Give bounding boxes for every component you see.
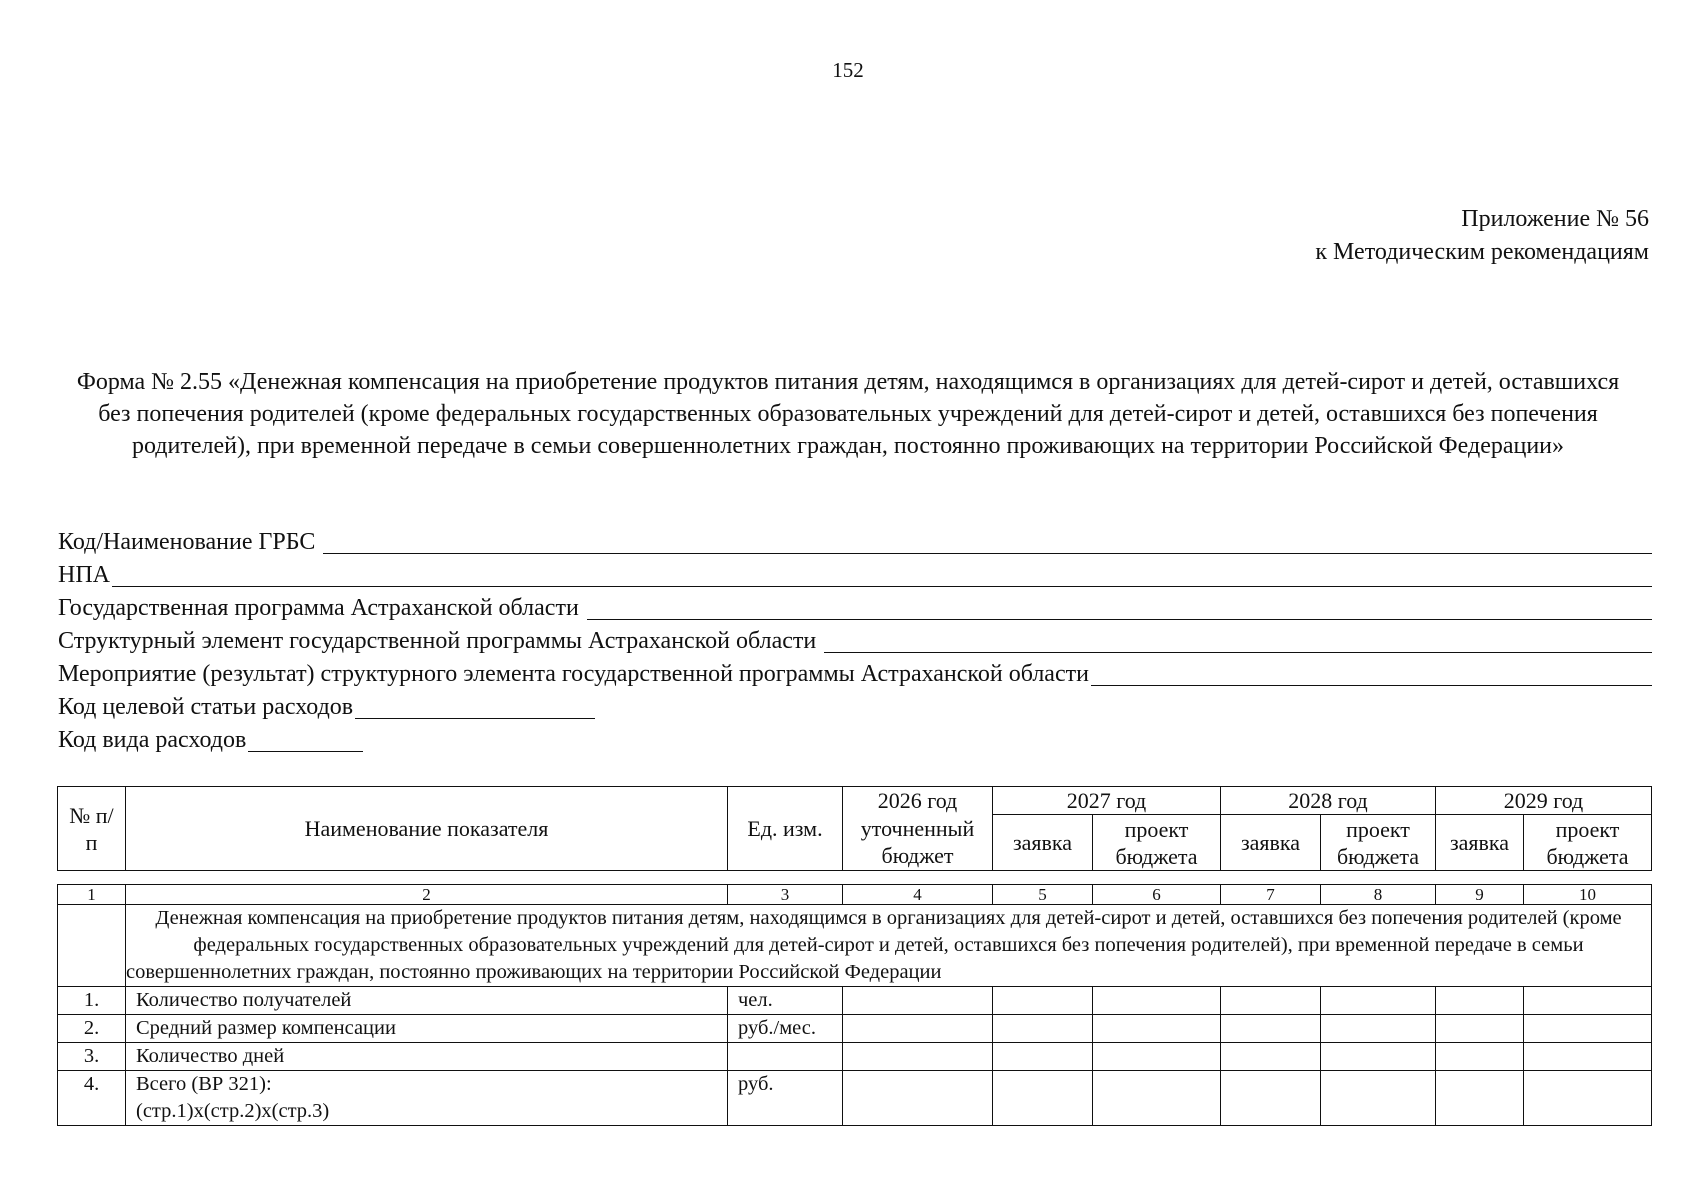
data-cell[interactable]	[993, 1043, 1093, 1071]
data-cell[interactable]	[1321, 1043, 1436, 1071]
row-name: Средний размер компенсации	[126, 1015, 728, 1043]
data-cell[interactable]	[1093, 1071, 1221, 1126]
header-name: Наименование показателя	[126, 787, 728, 871]
row-num: 1.	[58, 987, 126, 1015]
table-header	[57, 786, 1652, 871]
data-cell[interactable]	[1436, 1043, 1524, 1071]
header-2026-refined-budget: уточненный бюджет	[843, 815, 993, 871]
field-npa	[58, 559, 1652, 592]
data-cell[interactable]	[1436, 1071, 1524, 1126]
header-2027-request: заявка	[993, 815, 1093, 871]
header-year-2026: 2026 год	[843, 787, 993, 815]
field-grbs	[58, 526, 1652, 559]
field-event	[58, 658, 1652, 691]
row-name	[126, 1071, 728, 1126]
data-cell[interactable]	[1093, 987, 1221, 1015]
field-target-article-label: Код целевой статьи расходов	[58, 694, 354, 720]
data-cell[interactable]	[843, 1015, 993, 1043]
header-2028-draft-budget: проект бюджета	[1321, 815, 1436, 871]
header-2027-draft-budget: проект бюджета	[1093, 815, 1221, 871]
form-title: Форма № 2.55 «Денежная компенсация на приобретение продуктов питания детям, находящимся в организациях для детей-сирот и детей, оставшихся без попечения родителей (кроме федеральных государственных образовательных учреждений для детей-сирот и детей, оставшихся без попечения родителей), при временной передаче в семьи совершеннолетних граждан, постоянно проживающих на территории Российской Федерации»	[76, 369, 1620, 459]
header-2029-draft-budget: проект бюджета	[1524, 815, 1652, 871]
data-cell[interactable]	[1221, 1043, 1321, 1071]
section-num-cell	[58, 905, 126, 987]
row-name: Количество дней	[126, 1043, 728, 1071]
row-num: 3.	[58, 1043, 126, 1071]
data-cell[interactable]	[1524, 1071, 1652, 1126]
column-number: 8	[1321, 885, 1436, 905]
column-number: 9	[1436, 885, 1524, 905]
row-name-line1: Всего (ВР 321):	[136, 1073, 272, 1095]
header-year-2029: 2029 год	[1436, 787, 1652, 815]
column-number: 7	[1221, 885, 1321, 905]
field-event-blank[interactable]	[1091, 661, 1652, 686]
column-number: 10	[1524, 885, 1652, 905]
header-2029-request: заявка	[1436, 815, 1524, 871]
data-cell[interactable]	[993, 1071, 1093, 1126]
field-program-blank[interactable]	[587, 595, 1652, 620]
data-cell[interactable]	[1221, 1071, 1321, 1126]
field-npa-blank[interactable]	[112, 562, 1652, 587]
data-cell[interactable]	[1221, 987, 1321, 1015]
data-cell[interactable]	[993, 1015, 1093, 1043]
appendix-number: Приложение № 56	[1461, 206, 1649, 232]
row-unit	[728, 1043, 843, 1071]
data-cell[interactable]	[1321, 1071, 1436, 1126]
column-number: 3	[728, 885, 843, 905]
field-npa-label: НПА	[58, 562, 110, 588]
row-num: 2.	[58, 1015, 126, 1043]
field-event-label: Мероприятие (результат) структурного элемента государственной программы Астраханской области	[58, 661, 1089, 687]
column-number: 6	[1093, 885, 1221, 905]
header-num: № п/п	[58, 787, 126, 871]
data-cell[interactable]	[993, 987, 1093, 1015]
column-number: 5	[993, 885, 1093, 905]
data-cell[interactable]	[1524, 1015, 1652, 1043]
row-name: Количество получателей	[126, 987, 728, 1015]
field-target-article	[58, 691, 1652, 724]
form-fields	[58, 526, 1652, 757]
field-program-label: Государственная программа Астраханской области	[58, 595, 579, 621]
table-row	[58, 987, 1652, 1015]
column-number-row	[58, 885, 1652, 905]
field-expense-type	[58, 724, 1652, 757]
data-cell[interactable]	[1093, 1015, 1221, 1043]
page-number: 152	[832, 58, 864, 82]
column-number: 4	[843, 885, 993, 905]
table-row	[58, 1015, 1652, 1043]
appendix-reference: к Методическим рекомендациям	[1315, 239, 1649, 265]
field-structural-element-label: Структурный элемент государственной программы Астраханской области	[58, 628, 817, 654]
header-2028-request: заявка	[1221, 815, 1321, 871]
section-title: Денежная компенсация на приобретение продуктов питания детям, находящимся в организациях для детей-сирот и детей, оставшихся без попечения родителей (кроме федеральных государственных образовательных учреждений для детей-сирот и детей, оставшихся без попечения родителей), при временной передаче в семьи совершеннолетних граждан, постоянно проживающих на территории Российской Федерации	[126, 905, 1652, 987]
row-name-line2: (стр.1)х(стр.2)х(стр.3)	[136, 1100, 330, 1122]
data-cell[interactable]	[843, 987, 993, 1015]
field-target-article-blank[interactable]	[355, 694, 595, 719]
column-number: 2	[126, 885, 728, 905]
data-cell[interactable]	[1436, 1015, 1524, 1043]
header-year-2027: 2027 год	[993, 787, 1221, 815]
data-cell[interactable]	[1221, 1015, 1321, 1043]
field-structural-element	[58, 625, 1652, 658]
data-cell[interactable]	[1524, 987, 1652, 1015]
data-cell[interactable]	[1093, 1043, 1221, 1071]
field-expense-type-label: Код вида расходов	[58, 727, 247, 753]
header-year-2028: 2028 год	[1221, 787, 1436, 815]
row-unit: руб.	[728, 1071, 843, 1126]
row-num: 4.	[58, 1071, 126, 1126]
header-unit: Ед. изм.	[728, 787, 843, 871]
field-program	[58, 592, 1652, 625]
data-cell[interactable]	[843, 1071, 993, 1126]
row-unit: руб./мес.	[728, 1015, 843, 1043]
section-row	[58, 905, 1652, 987]
table-row	[58, 1071, 1652, 1126]
data-cell[interactable]	[1321, 1015, 1436, 1043]
column-number: 1	[58, 885, 126, 905]
data-cell[interactable]	[1524, 1043, 1652, 1071]
table-row	[58, 1043, 1652, 1071]
data-cell[interactable]	[1321, 987, 1436, 1015]
row-unit: чел.	[728, 987, 843, 1015]
field-grbs-blank[interactable]	[323, 529, 1652, 554]
field-structural-element-blank[interactable]	[824, 628, 1652, 653]
table-body	[57, 884, 1652, 1126]
appendix-header	[1315, 203, 1649, 269]
data-cell[interactable]	[843, 1043, 993, 1071]
data-cell[interactable]	[1436, 987, 1524, 1015]
field-grbs-label: Код/Наименование ГРБС	[58, 529, 316, 555]
field-expense-type-blank[interactable]	[248, 727, 363, 752]
